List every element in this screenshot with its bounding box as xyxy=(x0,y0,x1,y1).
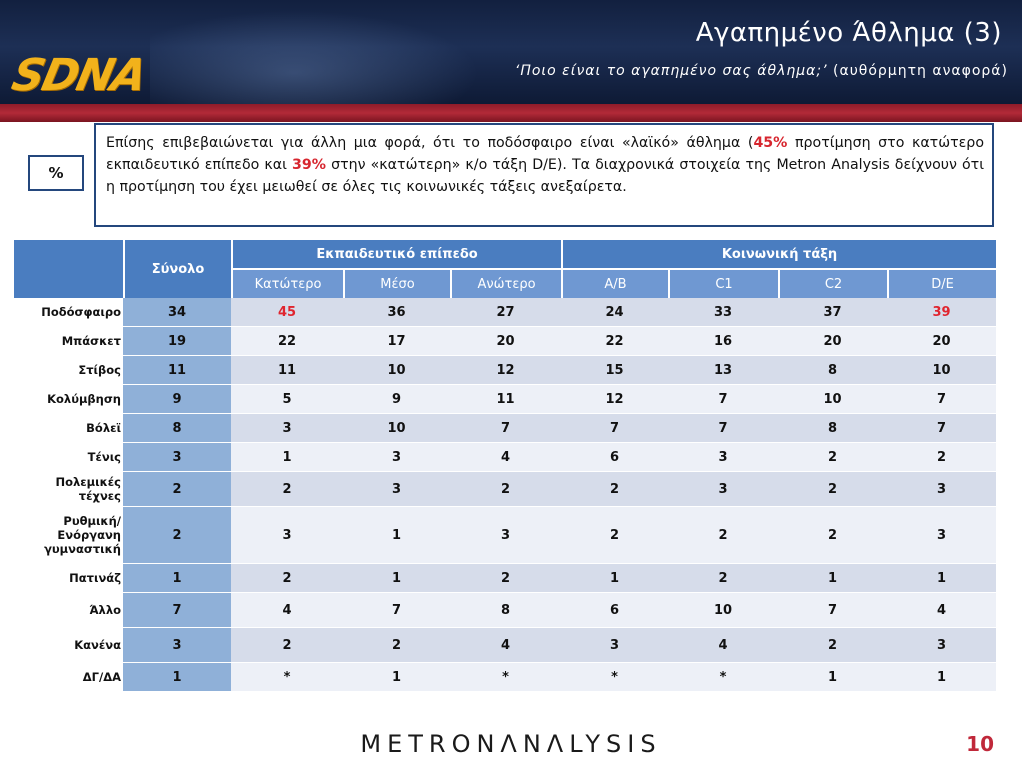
total-cell: 2 xyxy=(123,507,231,564)
value-cell: 3 xyxy=(343,472,450,507)
table-row xyxy=(14,593,996,628)
value-cell: 15 xyxy=(561,356,668,385)
total-cell: 8 xyxy=(123,414,231,443)
value-cell: 2 xyxy=(450,472,561,507)
value-cell: 10 xyxy=(343,414,450,443)
slide-subtitle xyxy=(515,63,1008,79)
value-cell: 7 xyxy=(887,385,996,414)
row-label: Άλλο xyxy=(14,593,123,628)
value-cell: 24 xyxy=(561,298,668,327)
value-cell: 3 xyxy=(343,443,450,472)
table-row xyxy=(14,298,996,327)
value-cell: 2 xyxy=(561,507,668,564)
row-label: Πολεμικές τέχνες xyxy=(14,472,123,507)
sports-table xyxy=(14,240,996,692)
value-cell: 12 xyxy=(561,385,668,414)
value-cell: 3 xyxy=(887,472,996,507)
value-cell: * xyxy=(561,663,668,692)
row-label: Τένις xyxy=(14,443,123,472)
table-row xyxy=(14,327,996,356)
value-cell: 8 xyxy=(450,593,561,628)
column-header: Κατώτερο xyxy=(231,268,343,298)
value-cell: 3 xyxy=(668,443,778,472)
note-text-3: στην «κατώτερη» κ/ο τάξη D/E). Τα διαχρονικά στοιχεία της Metron Analysis δείχνουν ότι η προτίμηση του έχει μειωθεί σε όλες τις κοινωνικές τάξεις ανεξαίρετα. xyxy=(106,157,984,195)
value-cell: 2 xyxy=(778,472,887,507)
value-cell: 20 xyxy=(778,327,887,356)
value-cell: 8 xyxy=(778,356,887,385)
value-cell: 2 xyxy=(561,472,668,507)
value-cell: 3 xyxy=(887,507,996,564)
value-cell: 5 xyxy=(231,385,343,414)
metron-analysis-logo: METRONΛNΛLYSIS xyxy=(360,730,662,758)
note-highlight-2: 39% xyxy=(292,157,326,173)
sdna-logo xyxy=(4,49,154,101)
value-cell: 3 xyxy=(231,414,343,443)
table-row xyxy=(14,628,996,663)
value-cell: 27 xyxy=(450,298,561,327)
value-cell: 1 xyxy=(231,443,343,472)
value-cell: 2 xyxy=(343,628,450,663)
total-cell: 3 xyxy=(123,443,231,472)
value-cell: 6 xyxy=(561,593,668,628)
value-cell: 20 xyxy=(450,327,561,356)
value-cell: 3 xyxy=(231,507,343,564)
value-cell: 37 xyxy=(778,298,887,327)
value-cell: 1 xyxy=(778,564,887,593)
value-cell: 3 xyxy=(668,472,778,507)
note-highlight-1: 45% xyxy=(753,135,788,151)
value-cell: 7 xyxy=(887,414,996,443)
total-cell: 7 xyxy=(123,593,231,628)
row-label: Μπάσκετ xyxy=(14,327,123,356)
value-cell: 2 xyxy=(778,628,887,663)
value-cell: 9 xyxy=(343,385,450,414)
value-cell: 1 xyxy=(343,564,450,593)
value-cell: 2 xyxy=(668,507,778,564)
row-label: Κανένα xyxy=(14,628,123,663)
column-header: A/B xyxy=(561,268,668,298)
value-cell: * xyxy=(668,663,778,692)
row-label: Ρυθμική/Ενόργανη γυμναστική xyxy=(14,507,123,564)
row-label: Πατινάζ xyxy=(14,564,123,593)
table-corner xyxy=(14,240,123,298)
row-label: Κολύμβηση xyxy=(14,385,123,414)
value-cell: 10 xyxy=(778,385,887,414)
total-cell: 1 xyxy=(123,663,231,692)
value-cell: 22 xyxy=(561,327,668,356)
column-header: C1 xyxy=(668,268,778,298)
total-cell: 34 xyxy=(123,298,231,327)
value-cell: 3 xyxy=(887,628,996,663)
table-row xyxy=(14,356,996,385)
value-cell: 11 xyxy=(231,356,343,385)
table-row xyxy=(14,443,996,472)
value-cell: 7 xyxy=(561,414,668,443)
value-cell: 10 xyxy=(887,356,996,385)
value-cell: 10 xyxy=(668,593,778,628)
value-cell: 12 xyxy=(450,356,561,385)
value-cell: 33 xyxy=(668,298,778,327)
total-cell: 3 xyxy=(123,628,231,663)
value-cell: 7 xyxy=(450,414,561,443)
subtitle-note: (αυθόρμητη αναφορά) xyxy=(833,63,1008,79)
note-text-2: προτίμηση στο κατώτερο εκπαιδευτικό επίπεδο και xyxy=(106,135,984,173)
value-cell: 2 xyxy=(450,564,561,593)
value-cell: 3 xyxy=(450,507,561,564)
column-header: Μέσο xyxy=(343,268,450,298)
column-header: C2 xyxy=(778,268,887,298)
value-cell: 7 xyxy=(668,414,778,443)
row-label: ΔΓ/ΔΑ xyxy=(14,663,123,692)
table-row xyxy=(14,507,996,564)
value-cell: 16 xyxy=(668,327,778,356)
value-cell: 13 xyxy=(668,356,778,385)
logo-text: SDNA xyxy=(8,49,150,101)
subtitle-question: ‘Ποιο είναι το αγαπημένο σας άθλημα;’ xyxy=(514,63,828,79)
table-row xyxy=(14,472,996,507)
value-cell: 4 xyxy=(450,443,561,472)
total-cell: 2 xyxy=(123,472,231,507)
value-cell: 7 xyxy=(668,385,778,414)
value-cell: 17 xyxy=(343,327,450,356)
value-cell: 4 xyxy=(668,628,778,663)
value-cell: * xyxy=(450,663,561,692)
value-cell: 20 xyxy=(887,327,996,356)
note-text-1: Επίσης επιβεβαιώνεται για άλλη μια φορά, ότι το ποδόσφαιρο είναι «λαϊκό» άθλημα ( xyxy=(106,135,754,151)
slide-title: Αγαπημένο Άθλημα (3) xyxy=(695,18,1002,48)
row-label: Στίβος xyxy=(14,356,123,385)
value-cell: 6 xyxy=(561,443,668,472)
percent-label: % xyxy=(28,155,84,191)
value-cell: 1 xyxy=(887,663,996,692)
total-cell: 1 xyxy=(123,564,231,593)
row-label: Ποδόσφαιρο xyxy=(14,298,123,327)
value-cell: 2 xyxy=(231,628,343,663)
value-cell: 11 xyxy=(450,385,561,414)
value-cell: 1 xyxy=(343,507,450,564)
total-cell: 19 xyxy=(123,327,231,356)
total-header: Σύνολο xyxy=(123,240,231,298)
table-row xyxy=(14,564,996,593)
total-cell: 9 xyxy=(123,385,231,414)
education-group-header: Εκπαιδευτικό επίπεδο xyxy=(231,240,561,268)
value-cell: 36 xyxy=(343,298,450,327)
value-cell: 7 xyxy=(778,593,887,628)
row-label: Βόλεϊ xyxy=(14,414,123,443)
header-red-bar xyxy=(0,104,1022,122)
value-cell: 2 xyxy=(778,507,887,564)
value-cell: 1 xyxy=(343,663,450,692)
value-cell: 2 xyxy=(231,472,343,507)
value-cell: 4 xyxy=(887,593,996,628)
commentary-box xyxy=(94,123,994,227)
value-cell: 39 xyxy=(887,298,996,327)
value-cell: 1 xyxy=(887,564,996,593)
value-cell: 10 xyxy=(343,356,450,385)
value-cell: 2 xyxy=(668,564,778,593)
value-cell: * xyxy=(231,663,343,692)
social-class-group-header: Κοινωνική τάξη xyxy=(561,240,996,268)
value-cell: 22 xyxy=(231,327,343,356)
column-header: D/E xyxy=(887,268,996,298)
value-cell: 2 xyxy=(231,564,343,593)
page-number: 10 xyxy=(966,732,994,756)
table-row xyxy=(14,385,996,414)
value-cell: 4 xyxy=(450,628,561,663)
value-cell: 7 xyxy=(343,593,450,628)
value-cell: 1 xyxy=(561,564,668,593)
value-cell: 1 xyxy=(778,663,887,692)
value-cell: 45 xyxy=(231,298,343,327)
value-cell: 8 xyxy=(778,414,887,443)
value-cell: 4 xyxy=(231,593,343,628)
header-light-streak xyxy=(150,0,510,104)
value-cell: 3 xyxy=(561,628,668,663)
value-cell: 2 xyxy=(778,443,887,472)
table-row xyxy=(14,663,996,692)
total-cell: 11 xyxy=(123,356,231,385)
column-header: Ανώτερο xyxy=(450,268,561,298)
slide-header xyxy=(0,0,1022,104)
table-row xyxy=(14,414,996,443)
value-cell: 2 xyxy=(887,443,996,472)
